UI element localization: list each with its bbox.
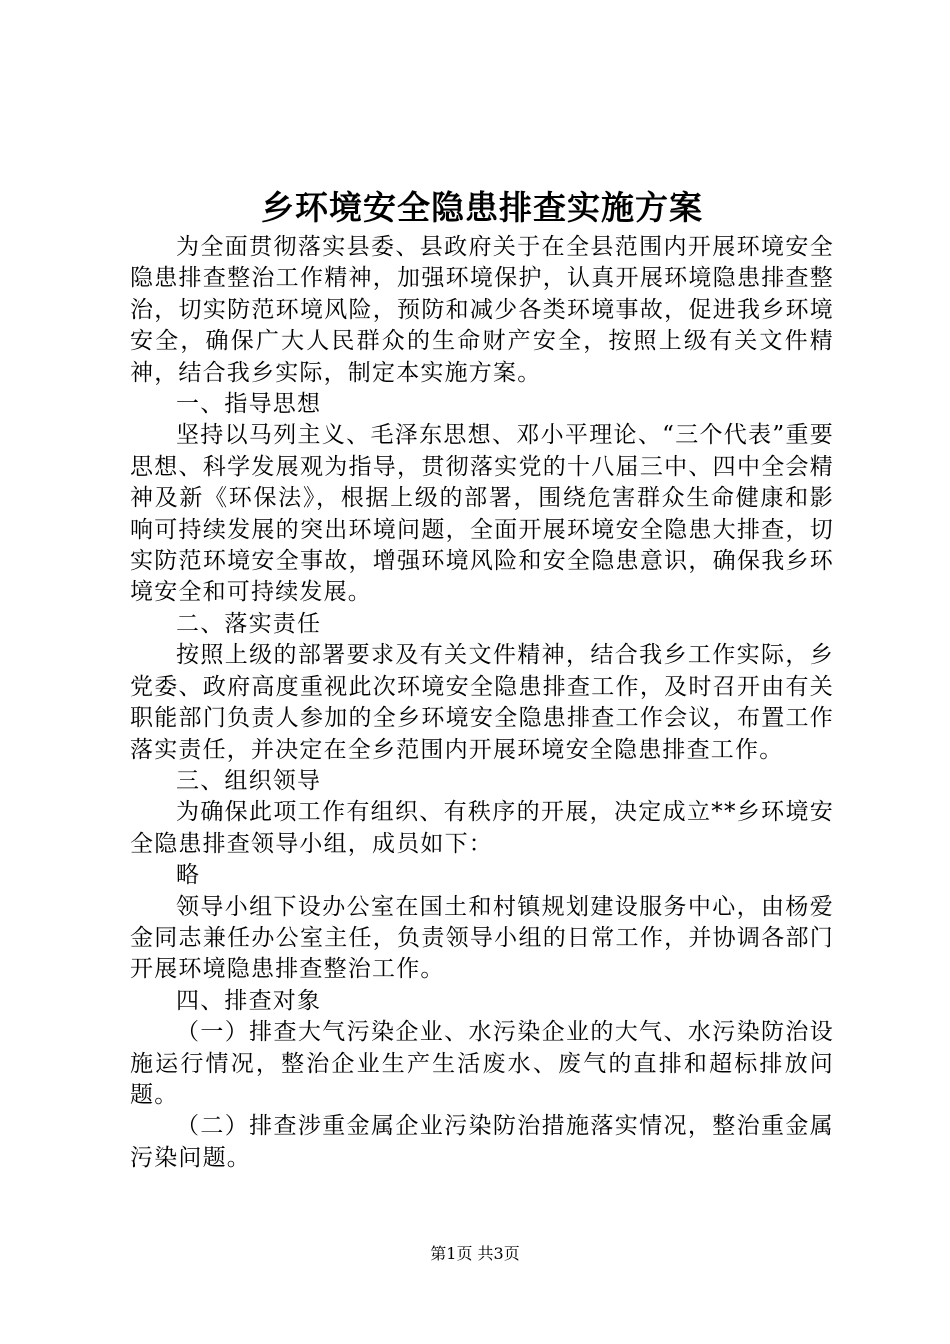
section-paragraph-organization-3: 领导小组下设办公室在国土和村镇规划建设服务中心，由杨爱金同志兼任办公室主任，负责领导小组的日常工作，并协调各部门开展环境隐患排查整治工作。 [130, 893, 834, 983]
section-heading-guiding-ideology: 一、指导思想 [176, 391, 322, 418]
document-title: 乡环境安全隐患排查实施方案 [261, 188, 703, 227]
section-paragraph-organization-2: 略 [176, 862, 201, 889]
section-paragraph-responsibility: 按照上级的部署要求及有关文件精神，结合我乡工作实际，乡党委、政府高度重视此次环境安全隐患排查工作，及时召开由有关职能部门负责人参加的全乡环境安全隐患排查工作会议，布置工作落实责任，并决定在全乡范围内开展环境安全隐患排查工作。 [130, 642, 834, 763]
section-heading-organization: 三、组织领导 [176, 767, 322, 794]
intro-paragraph: 为全面贯彻落实县委、县政府关于在全县范围内开展环境安全隐患排查整治工作精神，加强环境保护，认真开展环境隐患排查整治，切实防范环境风险，预防和减少各类环境事故，促进我乡环境安全，确保广大人民群众的生命财产安全，按照上级有关文件精神，结合我乡实际，制定本实施方案。 [130, 234, 834, 386]
section-heading-responsibility: 二、落实责任 [176, 610, 322, 637]
section-paragraph-targets-1: （一）排查大气污染企业、水污染企业的大气、水污染防治设施运行情况，整治企业生产生活废水、废气的直排和超标排放问题。 [130, 1019, 834, 1108]
page-number-footer: 第1页 共3页 [430, 1244, 520, 1263]
document-body [130, 186, 834, 1174]
section-heading-targets: 四、排查对象 [176, 987, 322, 1014]
section-paragraph-organization-1: 为确保此项工作有组织、有秩序的开展，决定成立**乡环境安全隐患排查领导小组，成员如下： [130, 799, 834, 857]
section-paragraph-guiding-ideology: 坚持以马列主义、毛泽东思想、邓小平理论、“三个代表”重要思想、科学发展观为指导，贯彻落实党的十八届三中、四中全会精神及新《环保法》，根据上级的部署，围绕危害群众生命健康和影响可持续发展的突出环境问题，全面开展环境安全隐患大排查，切实防范环境安全事故，增强环境风险和安全隐患意识，确保我乡环境安全和可持续发展。 [130, 422, 834, 606]
section-paragraph-targets-2: （二）排查涉重金属企业污染防治措施落实情况，整治重金属污染问题。 [130, 1113, 834, 1171]
